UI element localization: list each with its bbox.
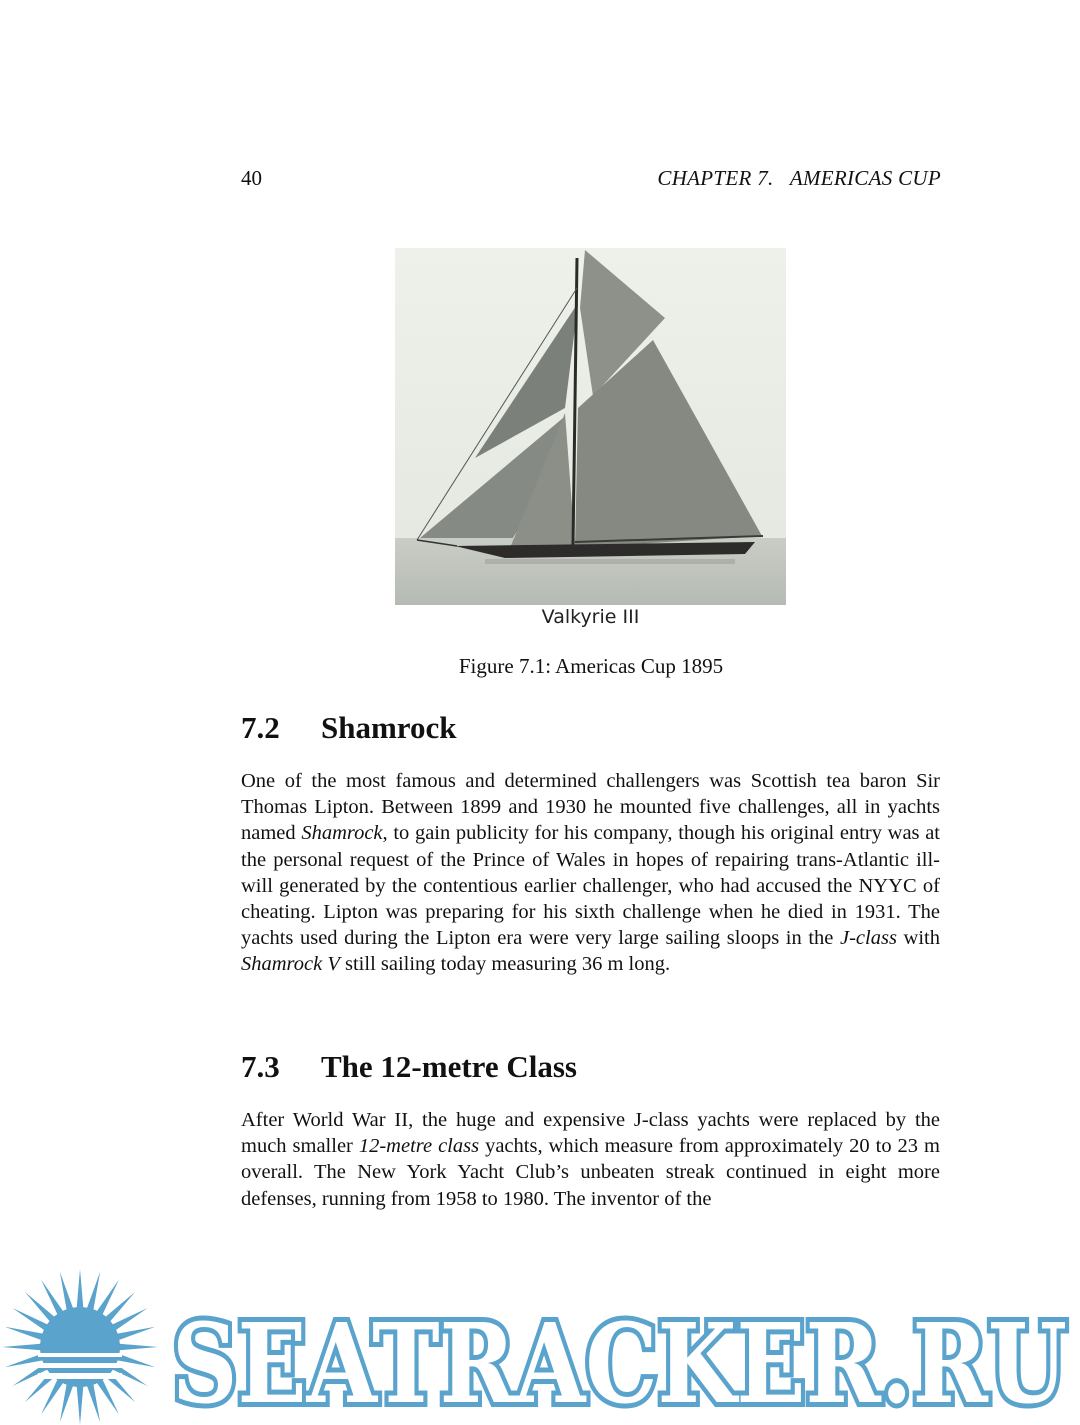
italic-term: 12-metre class [358, 1135, 480, 1158]
page-number: 40 [241, 166, 262, 190]
watermark-text-fill: SEATRACKER.RU [172, 1299, 1067, 1425]
sun-icon [2, 1269, 158, 1425]
section-heading-12-metre [241, 1049, 941, 1085]
paragraph-shamrock [241, 768, 940, 978]
paragraph-12-metre [241, 1107, 940, 1212]
section-number: 7.3 [241, 1049, 280, 1084]
italic-term: Shamrock [301, 822, 383, 845]
section-title: The 12-metre Class [321, 1049, 577, 1084]
photo-caption: Valkyrie III [541, 606, 640, 628]
italic-term: J-class [840, 927, 897, 950]
running-head: CHAPTER 7. AMERICAS CUP [657, 166, 941, 190]
section-title: Shamrock [321, 710, 457, 745]
text-run: yachts, which measure from approximately 20 to 23 m overall. The New York Yacht Club’s unbeaten streak continued in eight more defenses, running from 1958 to 1980. The inventor of the [241, 1135, 940, 1210]
watermark-text: SEATRACKER.RU [172, 1299, 1067, 1425]
section-heading-shamrock [241, 710, 941, 746]
figure-caption: Figure 7.1: Americas Cup 1895 [458, 654, 724, 678]
seatracker-watermark-logo [0, 1262, 1080, 1425]
section-number: 7.2 [241, 710, 280, 745]
text-run: One of the most famous and determined challengers was Scottish tea baron Sir Thomas Lipton. Between 1899 and 1930 he mounted five challenges, all in yachts named [241, 770, 940, 845]
figure-photo-valkyrie [395, 248, 786, 605]
italic-term: Shamrock V [241, 953, 340, 976]
text-run: , to gain publicity for his company, though his original entry was at the personal request of the Prince of Wales in hopes of repairing trans-Atlantic ill-will generated by the contentious earlier challenger, who had accused the NYYC of cheating. Lipton was preparing for his sixth challenge when he died in 1931. The yachts used during the Lipton era were very large sailing sloops in the [241, 822, 940, 950]
text-run: still sailing today measuring 36 m long. [339, 953, 671, 976]
page-header [241, 166, 941, 196]
sailing-yacht-image [395, 248, 786, 605]
text-run: After World War II, the huge and expensive J-class yachts were replaced by the much smaller [241, 1109, 940, 1158]
text-run: with [896, 927, 940, 950]
